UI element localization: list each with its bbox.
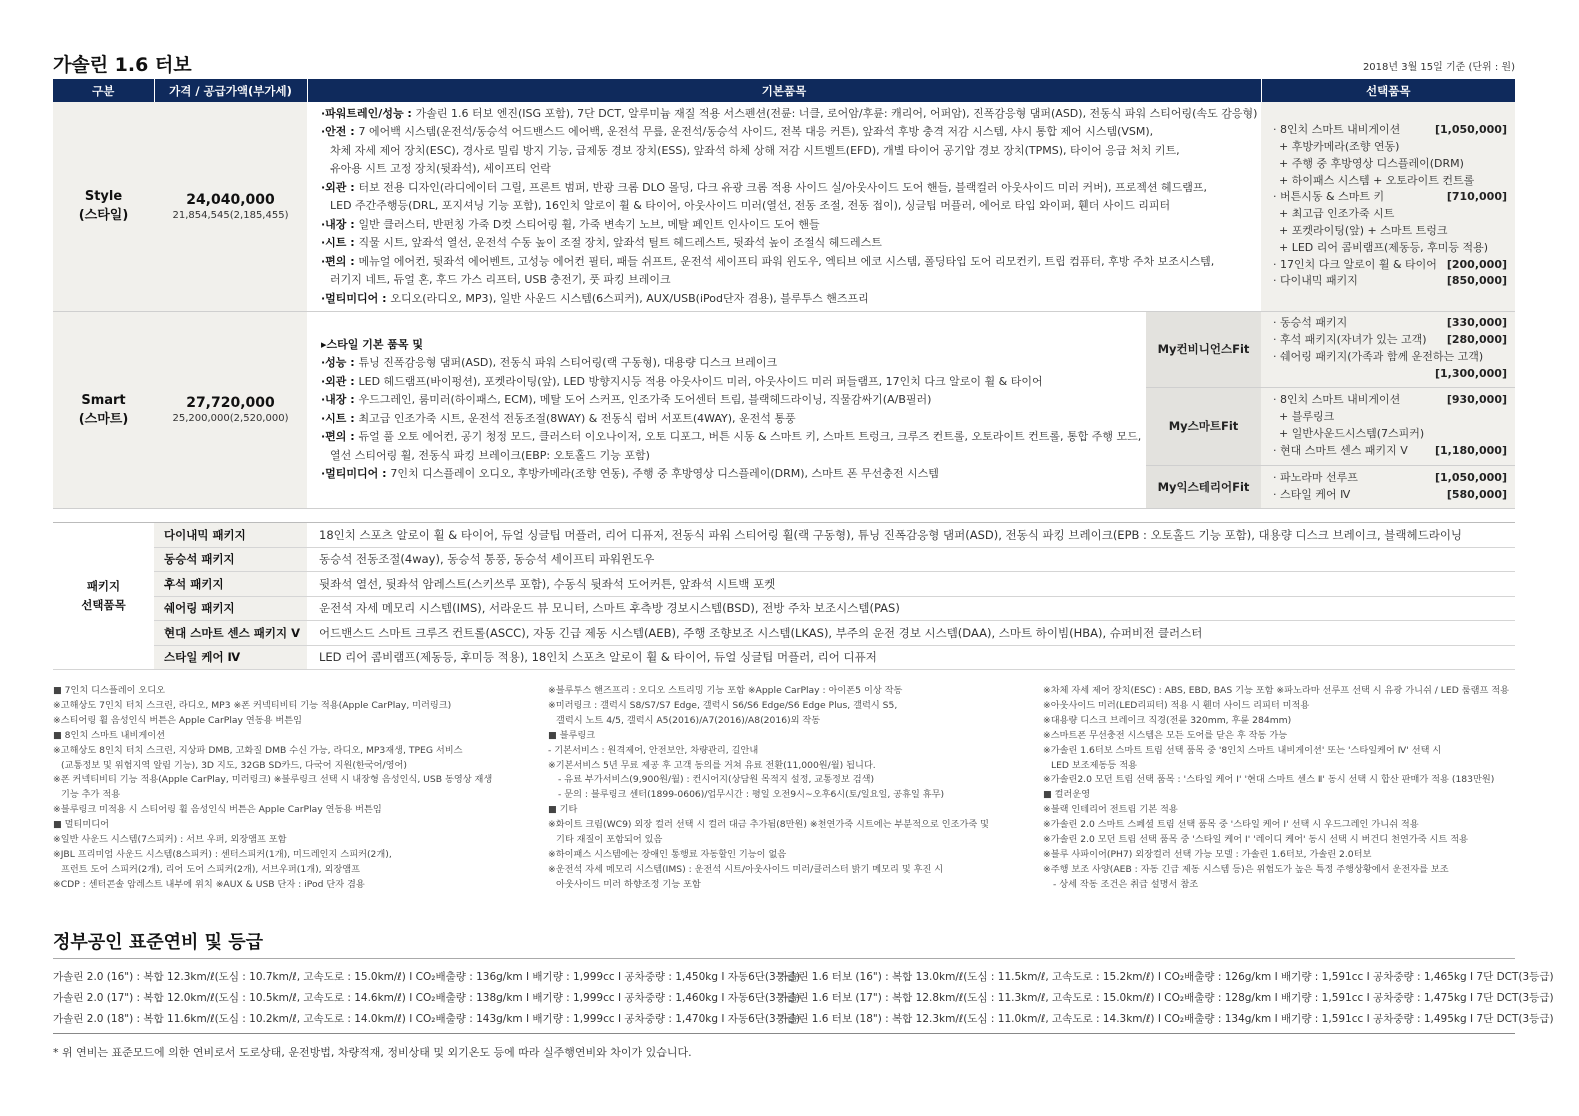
note-line: ※미러링크 : 갤럭시 S8/S7/S7 Edge, 갤럭시 S6/S6 Edge/S6 Edge Plus, 갤럭시 S5, (548, 699, 898, 711)
note-line: ※가솔린 2.0 모던 트림 선택 품목 중 '스타일 케어 Ⅰ' '레이디 케어' 동시 선택 시 버건디 천연가죽 시트 적용 (1043, 834, 1468, 846)
note-line: ■ 멀티미디어 (53, 819, 109, 831)
basic-item-key: ·외관 : (321, 374, 359, 388)
package-row (53, 523, 1515, 548)
basic-item-value: LED 주간주행등(DRL, 포지셔닝 기능 포함), 16인치 알로이 휠 & 타이어, 아웃사이드 미러(열선, 전동 조절, 전동 접이), 싱글팁 머플러, 에어로 타입 와이퍼, 휀더 사이드 리피터 (330, 199, 1171, 212)
option-item (1273, 392, 1507, 409)
basic-item-value: 가솔린 1.6 터보 엔진(ISG 포함), 7단 DCT, 알루미늄 재질 적용 서스펜션(전륜: 너클, 로어암/후륜: 캐리어, 어퍼암), 진폭감응형 댐퍼(ASD), 전동식 파워 스티어링(속도 감응형) (415, 106, 1258, 120)
trim-name: Smart (81, 392, 126, 408)
basic-item-value: 우드그레인, 룸미러(하이패스, ECM), 메탈 도어 스커프, 인조가죽 도어센터 트림, 블랙헤드라이닝, 직물감싸기(A/B필러) (358, 393, 932, 406)
package-row (53, 621, 1515, 646)
note-line: ■ 8인치 스마트 내비게이션 (53, 729, 166, 741)
fuel-economy-box (53, 958, 1554, 1034)
package-table (53, 522, 1515, 670)
option-price: [1,050,000] (1435, 470, 1507, 484)
note-line: ※가솔린 1.6터보 스마트 트림 선택 품목 중 '8인치 스마트 내비게이션' 또는 '스타일케어 Ⅳ' 선택 시 (1043, 744, 1442, 756)
option-label: + 최고급 인조가죽 시트 (1279, 207, 1395, 221)
package-row (53, 596, 1515, 621)
basic-item-value: 열선 스티어링 휠, 전동식 파킹 브레이크(EBP: 오토홀드 기능 포함) (330, 448, 650, 462)
note-line: - 유료 부가서비스(9,900원/월) : 컨시어지(상담원 목적지 설정, 교통정보 검색) (558, 774, 875, 786)
basic-item-value: 일반 클러스터, 반펀칭 가죽 D컷 스티어링 휠, 가죽 변속기 노브, 메탈 페인트 인사이드 도어 핸들 (358, 217, 820, 231)
basic-item-value: 메뉴얼 에어컨, 뒷좌석 에어벤트, 고성능 에어컨 필터, 패들 쉬프트, 운전석 세이프티 파워 윈도우, 엑티브 에코 시스템, 폴딩타입 도어 리모컨키, 트립 컴퓨터, 후방 주차 보조시스템, (358, 254, 1215, 268)
note-line: - 상세 작동 조건은 취급 설명서 참조 (1053, 878, 1199, 890)
notes-column-3 (1043, 684, 1509, 893)
note-line: ※JBL 프리미엄 사운드 시스템(8스피커) : 센터스피커(1개), 미드레인지 스피커(2개), (53, 848, 392, 860)
note-line: ■ 기타 (548, 804, 578, 816)
basic-item (321, 290, 1261, 309)
trim-row-smart (53, 311, 1515, 508)
package-label-line: 선택품목 (81, 598, 126, 612)
note-line: ※아웃사이드 미러(LED리피터) 적용 시 휀더 사이드 리피터 미적용 (1043, 699, 1310, 711)
note-line: ■ 7인치 디스플레이 오디오 (53, 685, 166, 696)
basic-item-value: 7인치 디스플레이 오디오, 후방카메라(조향 연동), 주행 중 후방영상 디스플레이(DRM), 스마트 폰 무선충전 시스템 (390, 467, 939, 480)
basic-item-value: 오디오(라디오, MP3), 일반 사운드 시스템(6스피커), AUX/USB(iPod단자 겸용), 블루투스 핸즈프리 (390, 291, 869, 305)
package-name: 다이내믹 패키지 (154, 523, 307, 548)
option-item (1273, 349, 1507, 366)
trim-name-kr: (스타일) (78, 208, 129, 224)
note-line: ※블루 사파이어(PH7) 외장컬러 선택 가능 모델 : 가솔린 1.6터보, 가솔린 2.0터보 (1043, 848, 1372, 860)
note-line: ※가솔린 2.0 스마트 스페셜 트림 선택 품목 중 '스타일 케어 Ⅰ' 선택 시 우드그레인 가니쉬 적용 (1043, 819, 1419, 831)
option-item (1273, 426, 1507, 443)
basic-item-key: ·외관 : (321, 180, 359, 194)
basic-item-key: ·파워트레인/성능 : (321, 106, 416, 120)
trim-name-smart (53, 311, 154, 508)
package-row (53, 572, 1515, 597)
date-note: 2018년 3월 15일 기준 (단위 : 원) (1362, 62, 1515, 73)
basic-item (321, 271, 1261, 290)
option-label: · 버튼시동 & 스마트 키 (1273, 190, 1385, 204)
trim-name-style (53, 102, 154, 311)
option-price: [330,000] (1446, 316, 1507, 330)
basic-item (321, 142, 1261, 161)
note-line: ※일반 사운드 시스템(7스피커) : 서브 우퍼, 외장앰프 포함 (53, 834, 287, 846)
basic-item (321, 234, 1261, 253)
basic-item-key: ·멀티미디어 : (321, 467, 391, 480)
fuel-economy-line: 가솔린 1.6 터보 (18") : 복합 12.3km/ℓ(도심 : 11.0km/ℓ, 고속도로 : 14.3km/ℓ) I CO₂배출량 : 134g/km I 배기량 : 1,591cc I 공차중량 : 1,495kg I 7단 DCT(3등급) (778, 1013, 1554, 1025)
option-price: [850,000] (1446, 274, 1507, 288)
package-row (53, 547, 1515, 572)
basic-item-key: ·성능 : (321, 356, 359, 369)
basic-item-key: ·시트 : (321, 411, 359, 425)
option-price: [580,000] (1446, 487, 1507, 501)
option-label: · 8인치 스마트 내비게이션 (1273, 123, 1401, 137)
note-line: ※스티어링 휠 음성인식 버튼은 Apple CarPlay 연동용 버튼임 (53, 714, 303, 726)
header-class: 구분 (53, 79, 154, 102)
header-options: 선택품목 (1261, 79, 1515, 102)
option-label: · 파노라마 선루프 (1273, 470, 1358, 484)
note-line: ※가솔린2.0 모던 트림 선택 품목 : '스타일 케어 Ⅰ' '현대 스마트 센스 Ⅱ' 동시 선택 시 합산 판매가 적용 (183만원) (1043, 774, 1495, 786)
basic-item (321, 160, 1261, 179)
option-item (1273, 257, 1507, 274)
basic-item (321, 391, 1261, 410)
basic-item-value: 러기지 네트, 듀얼 혼, 후드 가스 리프터, USB 충전기, 풋 파킹 브레이크 (330, 273, 671, 286)
fit-package-name: My익스테리어Fit (1146, 466, 1261, 508)
option-item (1273, 470, 1507, 487)
option-item (1273, 443, 1507, 460)
basic-item-value: 직물 시트, 앞좌석 열선, 운전석 수동 높이 조절 장치, 앞좌석 틸트 헤드레스트, 뒷좌석 높이 조절식 헤드레스트 (358, 236, 882, 249)
note-line: ※대용량 디스크 브레이크 직경(전륜 320mm, 후륜 284mm) (1043, 714, 1292, 726)
header-price: 가격 / 공급가액(부가세) (154, 79, 307, 102)
option-item (1273, 139, 1507, 156)
package-section-label (53, 523, 154, 670)
option-price: [280,000] (1446, 333, 1507, 347)
basic-item (321, 373, 1261, 392)
note-line: ※폰 커넥티비티 기능 적용(Apple CarPlay, 미러링크) ※블루링크 선택 시 내장형 음성인식, USB 동영상 재생 (53, 774, 493, 786)
price-main: 27,720,000 (186, 395, 275, 411)
fuel-economy-title: 정부공인 표준연비 및 등급 (53, 932, 264, 953)
note-line: ※화이트 크림(WC9) 외장 컬러 선택 시 컬러 대금 추가됨(8만원) ※천연가죽 시트에는 부분적으로 인조가죽 및 (548, 819, 990, 831)
note-line: 프런트 도어 스피커(2개), 리어 도어 스피커(2개), 서브우퍼(1개), 외장앰프 (61, 863, 360, 875)
package-name: 후석 패키지 (154, 572, 307, 597)
notes-column-2 (548, 684, 989, 893)
note-line: ■ 컬러운영 (1043, 789, 1091, 801)
basic-item-value: 7 에어백 시스템(운전석/동승석 어드밴스드 에어백, 운전석 무릎, 운전석/동승석 사이드, 전복 대응 커튼), 앞좌석 후방 충격 저감 시스템, 샤시 통합 제어 시스템(VSM), (358, 125, 1154, 138)
fits-smart (1157, 311, 1515, 508)
option-item (1273, 409, 1507, 426)
option-label: · 8인치 스마트 내비게이션 (1273, 393, 1401, 407)
price-sub: 21,854,545(2,185,455) (172, 209, 289, 221)
option-item (1273, 273, 1507, 290)
fuel-economy-line: 가솔린 1.6 터보 (17") : 복합 12.8km/ℓ(도심 : 11.3km/ℓ, 고속도로 : 15.0km/ℓ) I CO₂배출량 : 128g/km I 배기량 : 1,591cc I 공차중량 : 1,475kg I 7단 DCT(3등급) (778, 992, 1554, 1004)
note-line: ※고해상도 7인치 터치 스크린, 라디오, MP3 ※폰 커넥티비티 기능 적용(Apple CarPlay, 미러링크) (53, 699, 452, 711)
package-desc: 어드밴스드 스마트 크루즈 컨트롤(ASCC), 자동 긴급 제동 시스템(AEB), 주행 조향보조 시스템(LKAS), 부주의 운전 경보 시스템(DAA), 스마트 하이빔(HBA), 슈퍼비전 클러스터 (307, 621, 1515, 646)
price-sub: 25,200,000(2,520,000) (172, 413, 289, 424)
option-label: · 쉐어링 패키지(가족과 함께 운전하는 고객) (1273, 350, 1484, 363)
basic-item-key: ·내장 : (321, 217, 359, 231)
basic-item (321, 197, 1261, 216)
option-label: · 17인치 다크 알로이 휠 & 타이어 (1273, 257, 1437, 271)
basic-item-value: 터보 전용 디자인(라디에이터 그릴, 프론트 범퍼, 반광 크롬 DLO 몰딩, 다크 유광 크롬 적용 사이드 실/아웃사이드 도어 핸들, 블랙컬러 아웃사이드 미러 커버), 프로젝션 헤드램프, (358, 180, 1207, 194)
fuel-economy-line: 가솔린 2.0 (16") : 복합 12.3km/ℓ(도심 : 10.7km/ℓ, 고속도로 : 15.0km/ℓ) I CO₂배출량 : 136g/km I 배기량 : 1,999cc I 공차중량 : 1,450kg I 자동6단(3등급) (53, 971, 801, 983)
note-line: 갤럭시 노트 4/5, 갤럭시 A5(2016)/A7(2016)/A8(2016)외 작동 (556, 714, 821, 726)
option-item (1273, 173, 1507, 190)
option-price: [200,000] (1446, 257, 1507, 271)
package-name: 동승석 패키지 (154, 547, 307, 572)
basic-item-key: ·편의 : (321, 254, 359, 268)
note-line: ■ 블루링크 (548, 729, 596, 741)
basic-item-value: 유아용 시트 고정 장치(뒷좌석), 세이프티 언락 (330, 162, 551, 175)
basic-item-value: 최고급 인조가죽 시트, 운전석 전동조절(8WAY) & 전동식 럼버 서포트(4WAY), 운전석 통풍 (358, 411, 796, 425)
option-item (1273, 156, 1507, 173)
basic-item (321, 447, 1261, 466)
option-item (1273, 332, 1507, 349)
option-price: [1,180,000] (1435, 443, 1507, 457)
note-line: 아웃사이드 미러 하향조정 기능 포함 (556, 878, 701, 890)
note-line: ※운전석 자세 메모리 시스템(IMS) : 운전석 시트/아웃사이드 미러/클러스터 밝기 메모리 및 후진 시 (548, 863, 944, 875)
basic-item-value: LED 헤드램프(바이펑션), 포켓라이팅(앞), LED 방향지시등 적용 아웃사이드 미러, 아웃사이드 미러 퍼들램프, 17인치 다크 알로이 휠 & 타이어 (358, 374, 1043, 388)
option-label: · 스타일 케어 Ⅳ (1273, 487, 1351, 501)
note-line: ※CDP : 센터콘솔 암레스트 내부에 위치 ※AUX & USB 단자 : iPod 단자 겸용 (53, 878, 365, 890)
options-style (1261, 102, 1515, 311)
trim-row-style (53, 102, 1515, 311)
basic-item-key: ·내장 : (321, 393, 359, 406)
note-line: - 문의 : 블루링크 센터(1899-0606)/업무시간 : 평일 오전9시~오후6시(토/일요일, 공휴일 휴무) (558, 789, 945, 801)
basic-item-key: ·안전 : (321, 125, 359, 138)
option-label: + LED 리어 콤비램프(제동등, 후미등 적용) (1279, 240, 1489, 254)
header-basic: 기본품목 (307, 79, 1261, 102)
fuel-economy-line: 가솔린 1.6 터보 (16") : 복합 13.0km/ℓ(도심 : 11.5km/ℓ, 고속도로 : 15.2km/ℓ) I CO₂배출량 : 126g/km I 배기량 : 1,591cc I 공차중량 : 1,465kg I 7단 DCT(3등급) (778, 971, 1554, 983)
option-item (1273, 189, 1507, 206)
option-label: + 블루링크 (1279, 410, 1335, 424)
option-label: · 현대 스마트 센스 패키지 Ⅴ (1273, 443, 1408, 457)
package-desc: 뒷좌석 열선, 뒷좌석 암레스트(스키쓰루 포함), 수동식 뒷좌석 도어커튼, 앞좌석 시트백 포켓 (307, 572, 1515, 597)
fuel-economy-line: 가솔린 2.0 (17") : 복합 12.0km/ℓ(도심 : 10.5km/ℓ, 고속도로 : 14.6km/ℓ) I CO₂배출량 : 138g/km I 배기량 : 1,999cc I 공차중량 : 1,460kg I 자동6단(3등급) (53, 992, 801, 1004)
price-table (53, 79, 1515, 509)
fit-package-row (1146, 466, 1515, 508)
note-line: - 기본서비스 : 원격제어, 안전보안, 차량관리, 길안내 (548, 744, 759, 756)
fit-package-row (1146, 388, 1515, 466)
smart-basic-title: ▸스타일 기본 품목 및 (321, 337, 424, 351)
option-item (1273, 487, 1507, 504)
fit-package-name: My스마트Fit (1146, 388, 1261, 465)
trim-name: Style (84, 189, 123, 205)
note-line: ※기본서비스 5년 무료 제공 후 고객 동의를 거쳐 유료 전환(11,000원/월) 됩니다. (548, 759, 876, 771)
fuel-economy-left (53, 967, 800, 1030)
page-title: 가솔린 1.6 터보 (53, 54, 192, 76)
basic-item (321, 123, 1261, 142)
option-item (1273, 122, 1507, 139)
basic-item-key: ·시트 : (321, 236, 359, 249)
price-main: 24,040,000 (186, 191, 275, 208)
trim-price-smart (154, 311, 307, 508)
option-label: + 포켓라이팅(앞) + 스마트 트렁크 (1279, 224, 1448, 238)
option-item (1273, 206, 1507, 223)
option-item (1273, 240, 1507, 257)
note-line: ※스마트폰 무선충전 시스템은 모든 도어를 닫은 후 작동 가능 (1043, 729, 1288, 741)
package-desc: 동승석 전동조절(4way), 동승석 통풍, 동승석 세이프티 파워윈도우 (307, 547, 1515, 572)
basic-item (321, 105, 1261, 124)
note-line: 기능 추가 적용 (61, 789, 121, 801)
basic-item-value: 차체 자세 제어 장치(ESC), 경사로 밀림 방지 기능, 급제동 경보 장치(ESS), 앞좌석 하체 상해 저감 시트벨트(EFD), 개별 타이어 공기압 경보 장치(TPMS), 타이어 응급 처치 키트, (330, 143, 1180, 157)
option-label: + 일반사운드시스템(7스피커) (1279, 427, 1425, 440)
note-line: LED 보조제동등 적용 (1051, 759, 1137, 771)
basic-item (321, 465, 1261, 484)
fit-package-items (1261, 312, 1515, 387)
package-label-line: 패키지 (86, 579, 121, 593)
basic-item (321, 428, 1261, 447)
table-header-row (53, 79, 1515, 102)
notes-column-1 (53, 684, 492, 893)
option-item (1273, 366, 1507, 383)
basic-item (321, 410, 1261, 429)
package-desc: 운전석 자세 메모리 시스템(IMS), 서라운드 뷰 모니터, 스마트 후측방 경보시스템(BSD), 전방 주차 보조시스템(PAS) (307, 596, 1515, 621)
note-line: ※주행 보조 사양(AEB : 자동 긴급 제동 시스템 등)은 위험도가 높은 특정 주행상황에서 운전자를 보조 (1043, 863, 1449, 875)
fit-package-items (1261, 466, 1515, 508)
note-line: ※하이패스 시스템에는 장애인 통행료 자동할인 기능이 없음 (548, 848, 787, 860)
option-label: · 후석 패키지(자녀가 있는 고객) (1273, 333, 1427, 347)
option-item (1273, 315, 1507, 332)
note-line: ※블랙 인테리어 전트림 기본 적용 (1043, 804, 1178, 816)
option-price: [710,000] (1446, 190, 1507, 204)
note-line: ※고해상도 8인치 터치 스크린, 지상파 DMB, 고화질 DMB 수신 가능, 라디오, MP3재생, TPEG 서비스 (53, 744, 463, 756)
package-desc: 18인치 스포츠 알로이 휠 & 타이어, 듀얼 싱글팁 머플러, 리어 디퓨저, 전동식 파워 스티어링 휠(랙 구동형), 튜닝 진폭감응형 댐퍼(ASD), 전동식 파킹 브레이크(EPB : 오토홀드 기능 포함), 대용량 디스크 브레이크, 블랙헤드라이닝 (307, 523, 1515, 548)
basic-item (321, 179, 1261, 198)
trim-name-kr: (스마트) (78, 411, 129, 427)
option-label: + 하이패스 시스템 + 오토라이트 컨트롤 (1279, 173, 1475, 187)
note-line: ※블루투스 핸즈프리 : 오디오 스트리밍 기능 포함 ※Apple CarPlay : 아이폰5 이상 작동 (548, 685, 903, 696)
note-line: (교통정보 및 위험지역 알림 기능), 3D 지도, 32GB SD카드, 다국어 지원(한국어/영어) (61, 759, 407, 771)
fuel-footnote: * 위 연비는 표준모드에 의한 연비로서 도로상태, 운전방법, 차량적재, 정비상태 및 외기온도 등에 따라 실주행연비와 차이가 있습니다. (53, 1046, 692, 1059)
package-desc: LED 리어 콤비램프(제동등, 후미등 적용), 18인치 스포츠 알로이 휠 & 타이어, 듀얼 싱글팁 머플러, 리어 디퓨저 (307, 645, 1515, 670)
basic-item (321, 354, 1261, 373)
fit-package-row (1146, 312, 1515, 388)
package-name: 쉐어링 패키지 (154, 596, 307, 621)
basic-item-key: ·멀티미디어 : (321, 291, 391, 305)
option-label: + 후방카메라(조향 연동) (1279, 140, 1400, 154)
package-name: 현대 스마트 센스 패키지 Ⅴ (154, 621, 307, 646)
fuel-economy-line: 가솔린 2.0 (18") : 복합 11.6km/ℓ(도심 : 10.2km/ℓ, 고속도로 : 14.0km/ℓ) I CO₂배출량 : 143g/km I 배기량 : 1,999cc I 공차중량 : 1,470kg I 자동6단(3등급) (53, 1013, 801, 1025)
note-line: 기타 재질이 포함되어 있음 (556, 834, 663, 846)
option-label: · 동승석 패키지 (1273, 316, 1348, 330)
trim-price-style (154, 102, 307, 311)
option-price: [930,000] (1446, 393, 1507, 407)
basic-item-value: 튜닝 진폭감응형 댐퍼(ASD), 전동식 파워 스티어링(랙 구동형), 대용량 디스크 브레이크 (358, 356, 778, 369)
note-line: ※차체 자세 제어 장치(ESC) : ABS, EBD, BAS 기능 포함 ※파노라마 선루프 선택 시 유광 가니쉬 / LED 룸램프 적용 (1043, 685, 1509, 696)
fuel-economy-right (778, 967, 1554, 1030)
basic-items-style (307, 102, 1261, 311)
basic-item (321, 253, 1261, 272)
note-line: ※블루링크 미적용 시 스티어링 휠 음성인식 버튼은 Apple CarPlay 연동용 버튼임 (53, 804, 382, 816)
option-price: [1,300,000] (1435, 366, 1507, 380)
basic-items-smart (307, 311, 1261, 508)
option-label: + 주행 중 후방영상 디스플레이(DRM) (1279, 156, 1464, 170)
basic-item-key: ·편의 : (321, 430, 359, 443)
fit-package-name: My컨비니언스Fit (1146, 312, 1261, 387)
basic-item (321, 216, 1261, 235)
option-price: [1,050,000] (1435, 123, 1507, 137)
package-row (53, 645, 1515, 670)
package-name: 스타일 케어 Ⅳ (154, 645, 307, 670)
option-item (1273, 223, 1507, 240)
option-label: · 다이내믹 패키지 (1273, 274, 1358, 288)
basic-item-value: 듀얼 풀 오토 에어컨, 공기 청정 모드, 클러스터 이오나이저, 오토 디포그, 버튼 시동 & 스마트 키, 스마트 트렁크, 크루즈 컨트롤, 오토라이트 컨트롤, 통합 주행 모드, (358, 430, 1142, 443)
fit-package-items (1261, 388, 1515, 465)
